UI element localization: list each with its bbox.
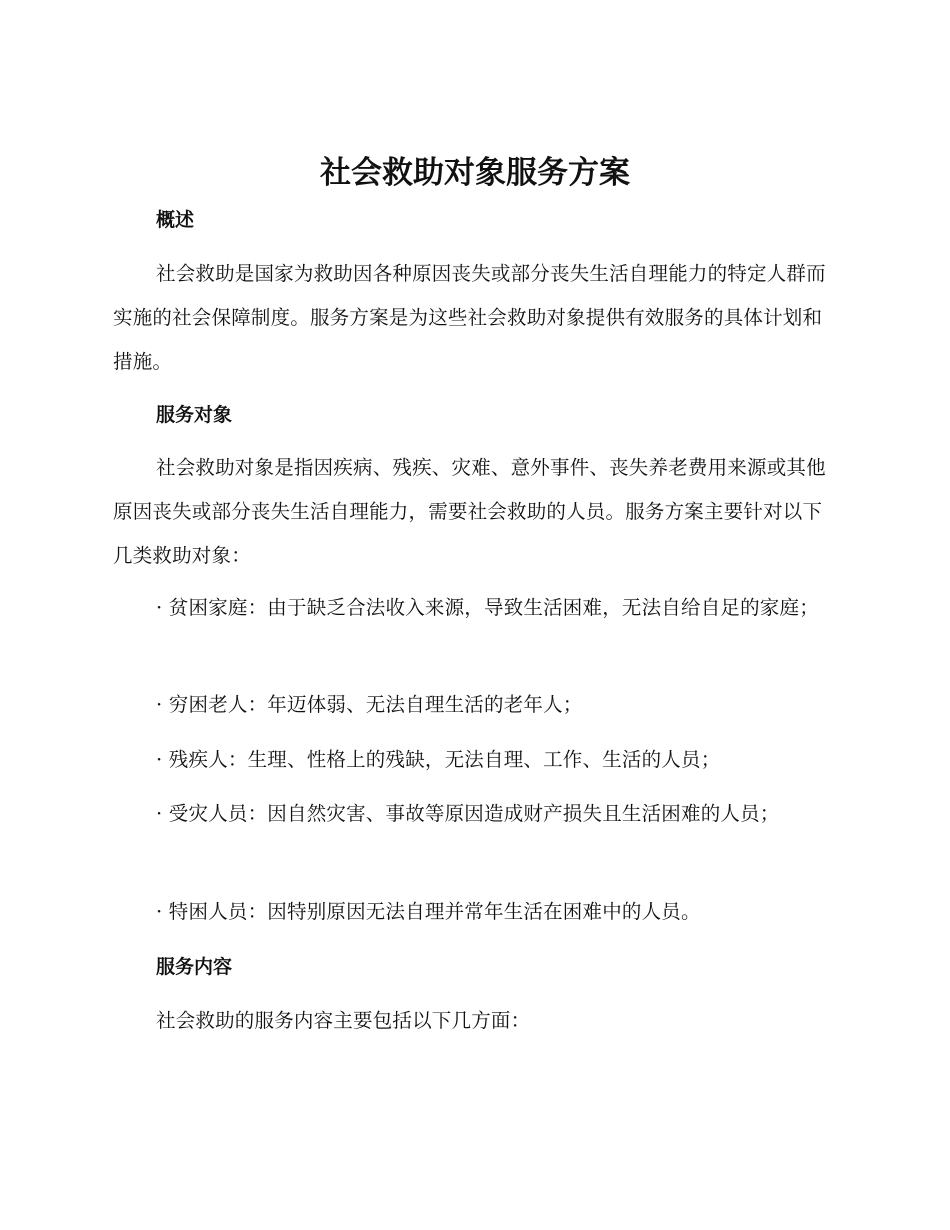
target-bullet-special-hardship: · 特困人员：因特别原因无法自理并常年生活在困难中的人员。 — [156, 900, 701, 923]
target-bullet-poor-elderly: · 穷困老人：年迈体弱、无法自理生活的老年人； — [156, 693, 583, 716]
target-bullet-disaster-victims: · 受灾人员：因自然灾害、事故等原因造成财产损失且生活困难的人员； — [156, 802, 780, 825]
section-heading-targets: 服务对象 — [156, 404, 233, 426]
overview-paragraph: 社会救助是国家为救助因各种原因丧失或部分丧失生活自理能力的特定人群而实施的社会保障制度。服务方案是为这些社会救助对象提供有效服务的具体计划和措施。 — [113, 262, 826, 373]
target-bullet-poor-families: · 贫困家庭：由于缺乏合法收入来源，导致生活困难，无法自给自足的家庭； — [156, 596, 819, 619]
target-bullet-disabled: · 残疾人：生理、性格上的残缺，无法自理、工作、生活的人员； — [156, 748, 721, 771]
section-heading-content: 服务内容 — [156, 956, 233, 978]
targets-paragraph: 社会救助对象是指因疾病、残疾、灾难、意外事件、丧失养老费用来源或其他原因丧失或部分丧失生活自理能力，需要社会救助的人员。服务方案主要针对以下几类救助对象： — [113, 456, 826, 567]
content-paragraph: 社会救助的服务内容主要包括以下几方面： — [156, 1009, 531, 1032]
document-title: 社会救助对象服务方案 — [320, 155, 630, 191]
section-heading-overview: 概述 — [156, 209, 195, 231]
